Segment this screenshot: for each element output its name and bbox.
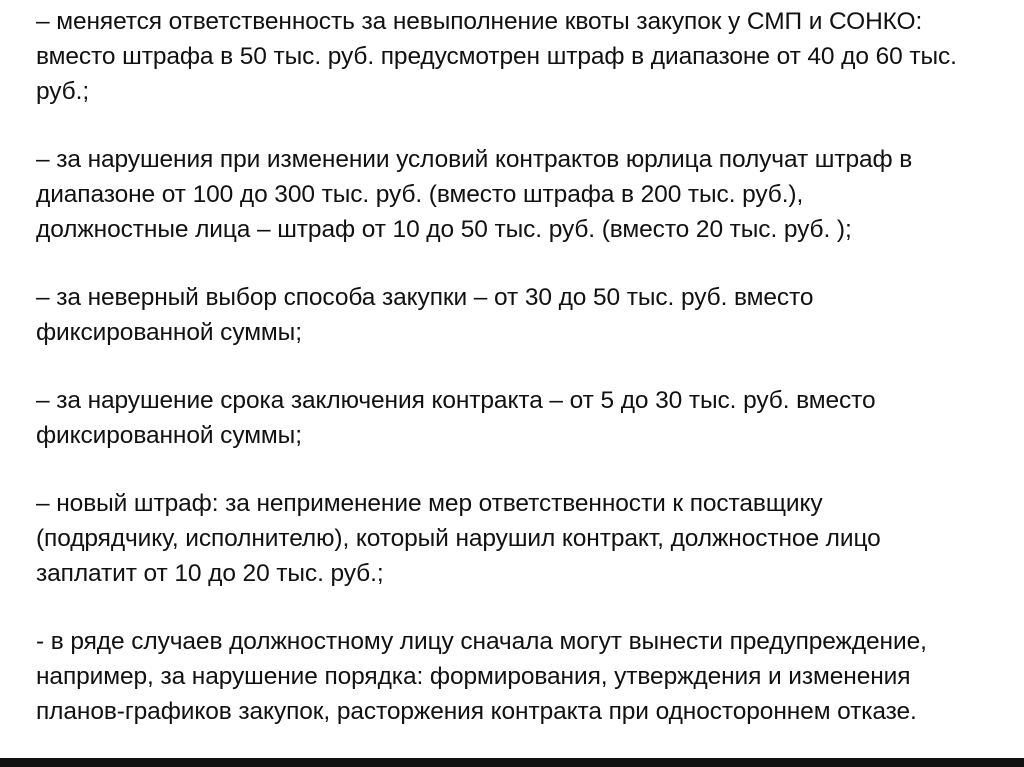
paragraph-procurement-method	[36, 280, 1016, 350]
text-line: – за нарушение срока заключения контракта – от 5 до 30 тыс. руб. вместо	[36, 387, 876, 414]
paragraph-smp-sonko-quota	[36, 4, 1016, 109]
text-line: например, за нарушение порядка: формирования, утверждения и изменения	[36, 663, 911, 690]
text-line: диапазоне от 100 до 300 тыс. руб. (вместо штрафа в 200 тыс. руб.),	[36, 181, 804, 208]
text-line: заплатит от 10 до 20 тыс. руб.;	[36, 560, 384, 587]
text-line: вместо штрафа в 50 тыс. руб. предусмотрен штраф в диапазоне от 40 до 60 тыс.	[36, 43, 957, 70]
text-line: - в ряде случаев должностному лицу сначала могут вынести предупреждение,	[36, 628, 927, 655]
text-line: руб.;	[36, 78, 90, 105]
text-line: – за неверный выбор способа закупки – от 30 до 50 тыс. руб. вместо	[36, 284, 814, 311]
text-line: – новый штраф: за неприменение мер ответственности к поставщику	[36, 490, 823, 517]
paragraph-new-fine	[36, 486, 1016, 591]
text-line: – за нарушения при изменении условий контрактов юрлица получат штраф в	[36, 146, 913, 173]
paragraph-contract-deadline	[36, 383, 1016, 453]
text-line: должностные лица – штраф от 10 до 50 тыс. руб. (вместо 20 тыс. руб. );	[36, 216, 852, 243]
text-line: фиксированной суммы;	[36, 319, 302, 346]
paragraph-warning	[36, 624, 1016, 729]
paragraph-list	[36, 4, 1016, 762]
text-line: (подрядчику, исполнителю), который нарушил контракт, должностное лицо	[36, 525, 881, 552]
text-line: фиксированной суммы;	[36, 422, 302, 449]
paragraph-contract-changes	[36, 142, 1016, 247]
bottom-divider-bar	[0, 758, 1024, 767]
text-line: планов-графиков закупок, расторжения контракта при одностороннем отказе.	[36, 698, 917, 725]
text-line: – меняется ответственность за невыполнение квоты закупок у СМП и СОНКО:	[36, 8, 923, 35]
